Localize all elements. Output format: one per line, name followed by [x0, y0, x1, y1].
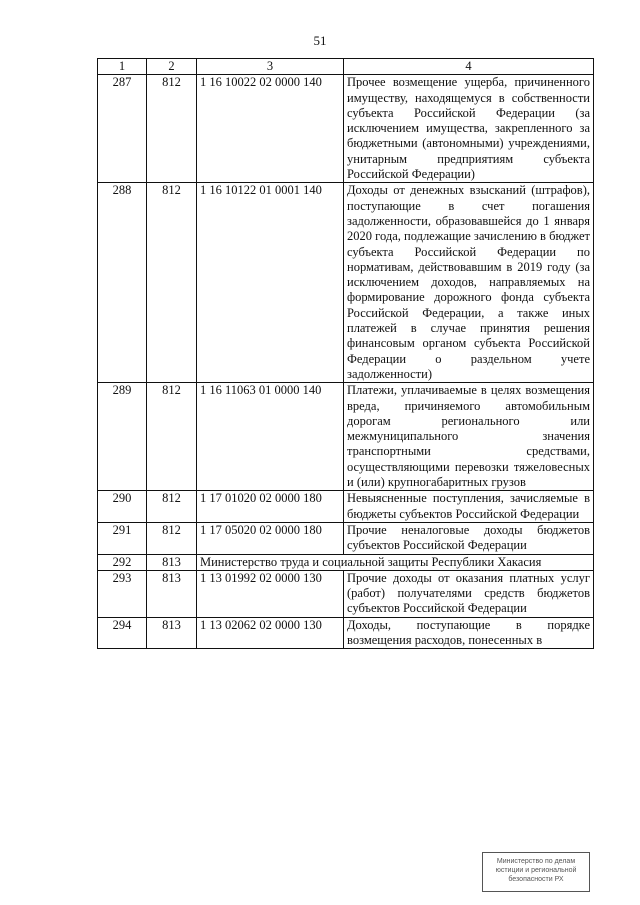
revenue-table	[97, 58, 594, 649]
admin-code: 812	[147, 383, 197, 491]
row-number: 293	[98, 570, 147, 617]
row-number: 287	[98, 75, 147, 183]
table-row	[98, 522, 594, 554]
table-row	[98, 570, 594, 617]
stamp-line: безопасности РХ	[508, 876, 564, 883]
table-header-row	[98, 59, 594, 75]
revenue-code: 1 17 01020 02 0000 180	[197, 491, 344, 523]
table-row	[98, 75, 594, 183]
revenue-description: Невыясненные поступления, зачисляемые в бюджеты субъектов Российской Федерации	[344, 491, 594, 523]
revenue-description: Доходы от денежных взысканий (штрафов), поступающие в счет погашения задолженности, образовавшейся до 1 января 2020 года, подлежащие зачислению в бюджет субъекта Российской Федерации по нормативам, действовавшим в 2019 году (за исключением доходов, направляемых на формирование дорожного фонда субъекта Российской Федерации, а также иных платежей в случае принятия решения финансовым органом субъекта Российской Федерации о раздельном учете задолженности)	[344, 183, 594, 383]
row-number: 289	[98, 383, 147, 491]
row-number: 294	[98, 617, 147, 649]
revenue-code: 1 16 10122 01 0001 140	[197, 183, 344, 383]
stamp-line: Министерство по делам	[496, 858, 576, 865]
revenue-description: Прочие неналоговые доходы бюджетов субъектов Российской Федерации	[344, 522, 594, 554]
revenue-code: 1 16 11063 01 0000 140	[197, 383, 344, 491]
column-header: 1	[98, 59, 147, 75]
admin-code: 812	[147, 75, 197, 183]
revenue-description: Прочее возмещение ущерба, причиненного имуществу, находящемуся в собственности субъекта Российской Федерации (за исключением имущества, закрепленного за бюджетными (автономными) учреждениями, унитарным предприятиям субъекта Российской Федерации)	[344, 75, 594, 183]
row-number: 292	[98, 554, 147, 570]
row-number: 291	[98, 522, 147, 554]
table-row	[98, 383, 594, 491]
admin-code: 812	[147, 183, 197, 383]
revenue-description: Платежи, уплачиваемые в целях возмещения вреда, причиняемого автомобильным дорогам регионального или межмуниципального значения транспортными средствами, осуществляющими перевозки тяжеловесных и (или) крупногабаритных грузов	[344, 383, 594, 491]
admin-code: 812	[147, 491, 197, 523]
row-number: 290	[98, 491, 147, 523]
revenue-code: 1 16 10022 02 0000 140	[197, 75, 344, 183]
page-number: 51	[313, 33, 327, 48]
revenue-code: 1 13 02062 02 0000 130	[197, 617, 344, 649]
revenue-code: 1 13 01992 02 0000 130	[197, 570, 344, 617]
table-row-ministry	[98, 554, 594, 570]
admin-code: 813	[147, 617, 197, 649]
revenue-description: Прочие доходы от оказания платных услуг (работ) получателями средств бюджетов субъектов Российской Федерации	[344, 570, 594, 617]
table-row	[98, 491, 594, 523]
admin-code: 813	[147, 570, 197, 617]
ministry-name: Министерство труда и социальной защиты Республики Хакасия	[197, 554, 594, 570]
admin-code: 813	[147, 554, 197, 570]
row-number: 288	[98, 183, 147, 383]
table-row	[98, 183, 594, 383]
table-row	[98, 617, 594, 649]
revenue-description: Доходы, поступающие в порядке возмещения расходов, понесенных в	[344, 617, 594, 649]
column-header: 2	[147, 59, 197, 75]
revenue-code: 1 17 05020 02 0000 180	[197, 522, 344, 554]
stamp-line: юстиции и региональной	[495, 867, 577, 874]
registration-stamp	[482, 852, 590, 892]
column-header: 3	[197, 59, 344, 75]
column-header: 4	[344, 59, 594, 75]
admin-code: 812	[147, 522, 197, 554]
